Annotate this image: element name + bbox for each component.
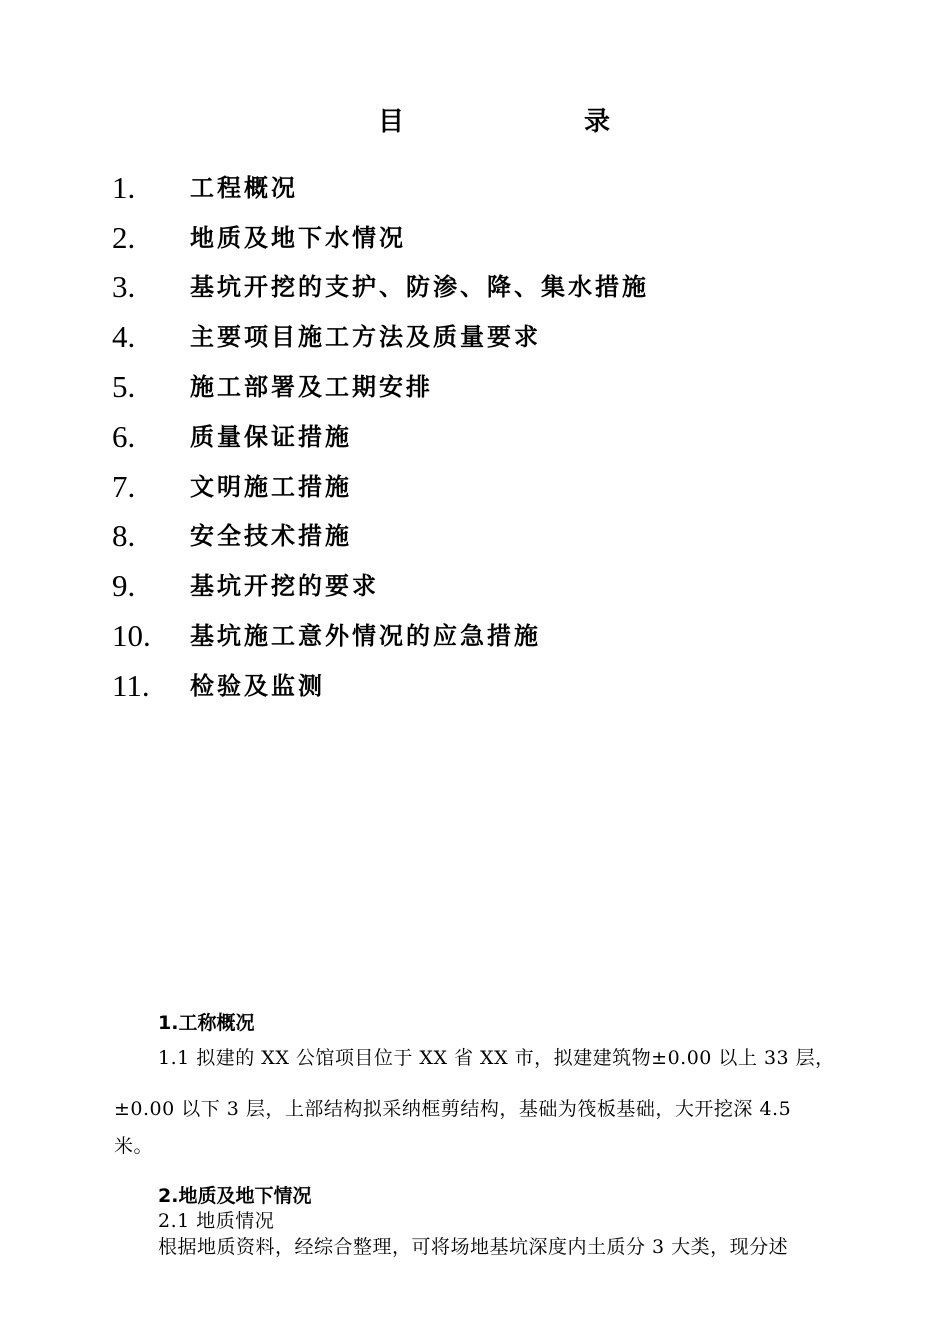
section-1-paragraph-line-1: 1.1 拟建的 XX 公馆项目位于 XX 省 XX 市，拟建建筑物±0.00 以上 33 层， [158,1047,835,1069]
section-2-heading: 2.地质及地下情况 [158,1185,312,1207]
toc-item-text: 基坑开挖的支护、防渗、降、集水措施 [190,273,649,302]
toc-item [112,263,872,313]
toc-item [112,661,872,711]
toc-item-number: 4. [112,319,136,355]
toc-item-number: 1. [112,169,136,205]
toc-item [112,163,872,213]
toc-item-text: 检验及监测 [190,671,325,700]
toc-item-number: 10. [112,618,151,654]
section-2-subheading: 2.1 地质情况 [158,1210,275,1232]
toc-item-text: 文明施工措施 [190,472,352,501]
toc-item-text: 施工部署及工期安排 [190,373,433,402]
toc-item-text: 安全技术措施 [190,522,352,551]
toc-title-char-2: 录 [584,107,611,137]
toc-item-text: 基坑施工意外情况的应急措施 [190,622,541,651]
toc-item-number: 8. [112,518,136,554]
section-1-heading: 1.工称概况 [158,1012,255,1034]
toc-item-text: 基坑开挖的要求 [190,572,379,601]
toc-item [112,312,872,362]
section-2-paragraph-line-1: 根据地质资料，经综合整理，可将场地基坑深度内土质分 3 大类，现分述 [158,1236,789,1258]
toc-list [112,163,872,711]
toc-item [112,213,872,263]
section-1-paragraph-line-2: ±0.00 以下 3 层，上部结构拟采纳框剪结构，基础为筏板基础，大开挖深 4.5 [114,1098,792,1120]
toc-item-text: 工程概况 [190,173,298,202]
toc-title [0,104,950,140]
toc-item-text: 主要项目施工方法及质量要求 [190,323,541,352]
toc-item [112,462,872,512]
toc-title-char-1: 目 [378,107,405,137]
toc-item-number: 3. [112,269,136,305]
toc-item-number: 11. [112,667,150,703]
toc-item-text: 地质及地下水情况 [190,223,406,252]
toc-item-text: 质量保证措施 [190,422,352,451]
toc-item [112,362,872,412]
toc-item [112,412,872,462]
toc-item-number: 2. [112,219,136,255]
toc-item-number: 9. [112,568,136,604]
toc-item [112,512,872,562]
section-1-paragraph-line-3: 米。 [114,1135,154,1157]
toc-item [112,561,872,611]
toc-item-number: 5. [112,369,136,405]
toc-item-number: 6. [112,418,136,454]
toc-item [112,611,872,661]
toc-item-number: 7. [112,468,136,504]
